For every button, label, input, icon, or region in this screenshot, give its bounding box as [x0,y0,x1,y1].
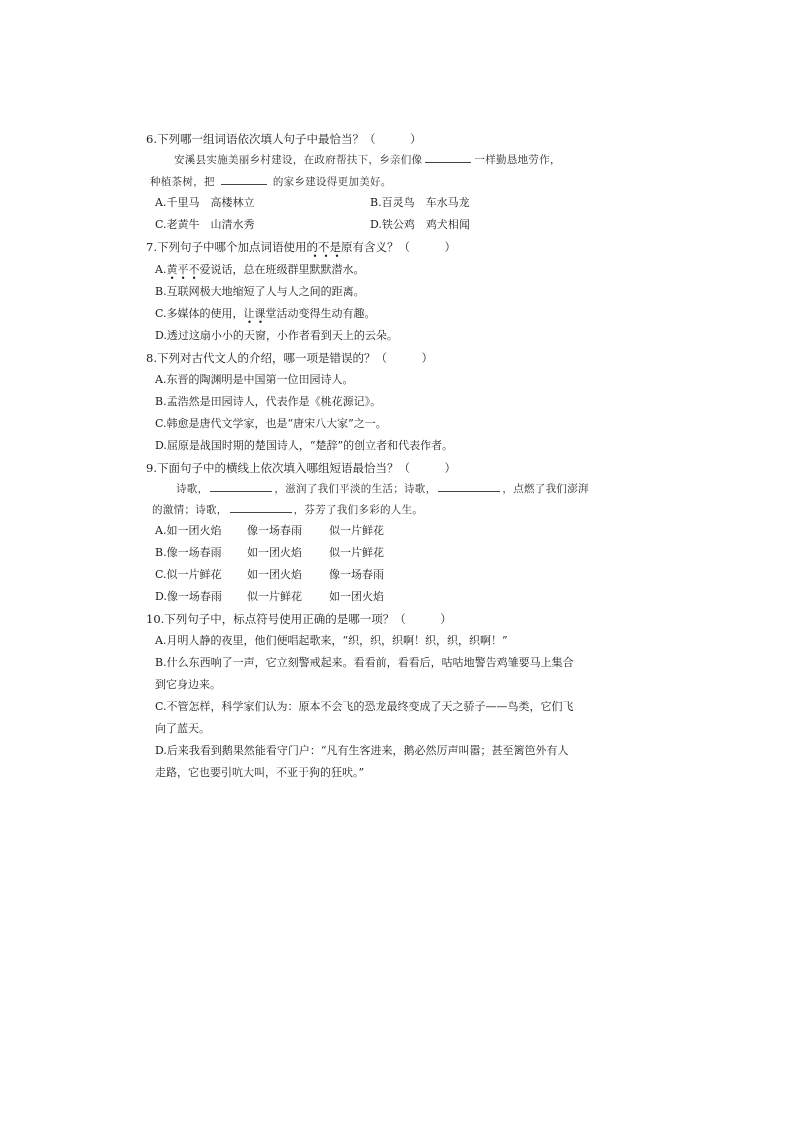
option-phrase: 似一片鲜花 [247,590,302,603]
option-phrase: 如一团火焰 [247,568,302,581]
option-phrase: 如一团火焰 [247,546,302,559]
question-10-option-b-line-1: B.什么东西响了一声，它立刻警戒起来。看看前，看看后，咕咕地警告鸡雏要马上集合 [155,656,574,669]
option-phrase: 似一片鲜花 [329,524,384,537]
question-6-passage-line-1 [174,151,561,168]
question-9-passage-line-2 [152,501,423,518]
question-9-passage-line-1 [176,480,589,497]
option-phrase: B.像一场春雨 [155,546,222,559]
question-9-option-d [155,589,384,605]
option-phrase: 如一团火焰 [329,590,384,603]
option-text: B. [155,285,167,298]
option-phrase: 像一场春雨 [329,568,384,581]
option-phrase: 似一片鲜花 [329,546,384,559]
fill-blank [438,480,500,492]
question-9-stem: 9.下面句子中的横线上依次填入哪组短语最恰当？（ ） [146,461,456,475]
question-6-passage-line-2 [150,173,392,190]
fill-blank [425,151,471,163]
question-10-option-c-line-1: C.不管怎样，科学家们认为：原本不会飞的恐龙最终变成了天之骄子——鸟类，它们飞 [155,700,574,713]
question-8-option-b: B.孟浩然是田园诗人，代表作是《桃花源记》。 [155,395,382,408]
question-6-option-d: D.铁公鸡 鸡犬相闻 [370,218,470,231]
question-6-option-b: B.百灵鸟 车水马龙 [370,196,470,209]
question-8-option-c: C.韩愈是唐代文学家，也是“唐宋八大家”之一。 [155,417,387,430]
question-6-option-a: A.千里马 高楼林立 [155,196,255,209]
passage-text: 的家乡建设得更加美好。 [272,176,392,188]
emphasis-char: 联 [177,285,189,298]
fill-blank [221,173,267,185]
question-8-option-a: A.东晋的陶渊明是中国第一位田园诗人。 [155,373,354,386]
question-7-option-c: C.多媒体的使用，让课堂活动变得生动有趣。 [155,307,376,320]
option-phrase: A.如一团火焰 [155,524,222,537]
passage-text: ，滋润了我们平淡的生活；诗歌， [274,483,437,495]
passage-text: 种植茶树，把 [150,176,215,188]
question-7-option-a [155,262,364,278]
emphasis-char: 默 [309,263,321,276]
passage-text: 安溪县实施美丽乡村建设，在政府帮扶下，乡亲们像 [174,154,423,166]
emphasis-char: 默 [320,263,332,276]
emphasis-char: 天 [243,329,255,342]
fill-blank [210,480,272,492]
option-phrase: 像一场春雨 [247,524,302,537]
option-phrase: C.似一片鲜花 [155,568,222,581]
option-text: A.黄平不爱说话，总在班级群里 [155,263,310,276]
question-8-option-d: D.屈原是战国时期的楚国诗人，“楚辞”的创立者和代表作者。 [155,439,454,452]
passage-text: ，点燃了我们澎湃 [502,483,589,495]
option-phrase: D.像一场春雨 [155,590,222,603]
question-10-option-b-line-2: 到它身边来。 [155,678,221,691]
question-10-option-d-line-2: 走路，它也要引吭大叫，不亚于狗的狂吠。” [155,766,365,779]
emphasis-char: 网 [188,285,200,298]
question-6-stem: 6.下列哪一组词语依次填人句子中最恰当？（ ） [146,132,422,146]
question-8-stem: 8.下列对古代文人的介绍，哪一项是错误的？（ ） [146,351,433,365]
option-text: 水。 [342,263,365,276]
emphasis-char: 潜 [331,263,343,276]
option-text: 极大地缩短了人与人之间的距离。 [199,285,365,298]
question-9-option-b [155,545,384,561]
fill-blank [230,501,292,513]
passage-text: 一样勤恳地劳作， [474,154,561,166]
question-9-option-a [155,523,384,539]
passage-text: 的激情；诗歌， [152,504,228,516]
question-7-option-d [155,328,398,344]
question-6-option-c: C.老黄牛 山清水秀 [155,218,255,231]
question-9-option-c [155,567,384,583]
question-10-option-d-line-1: D.后来我看到鹅果然能看守门户：“凡有生客进来，鹅必然厉声叫嚣；甚至篱笆外有人 [155,744,569,757]
passage-text: ，芬芳了我们多彩的人生。 [293,504,424,516]
emphasis-char: 窗 [254,329,266,342]
option-text: ，小作者看到天上的云朵。 [265,329,398,342]
passage-text: 诗歌， [176,483,209,495]
question-10-stem: 10.下列句子中，标点符号使用正确的是哪一项？（ ） [146,612,452,626]
question-10-option-a: A.月明人静的夜里，他们便唱起歌来，“织，织，织啊！织，织，织啊！” [155,634,508,647]
emphasis-char: 互 [166,285,178,298]
question-7-option-b [155,284,365,300]
question-7-stem: 7.下列句子中哪个加点词语使用的不是原有含义？（ ） [146,240,456,254]
question-10-option-c-line-2: 向了蓝天。 [155,722,210,735]
option-text: D.透过这扇小小的 [155,329,244,342]
